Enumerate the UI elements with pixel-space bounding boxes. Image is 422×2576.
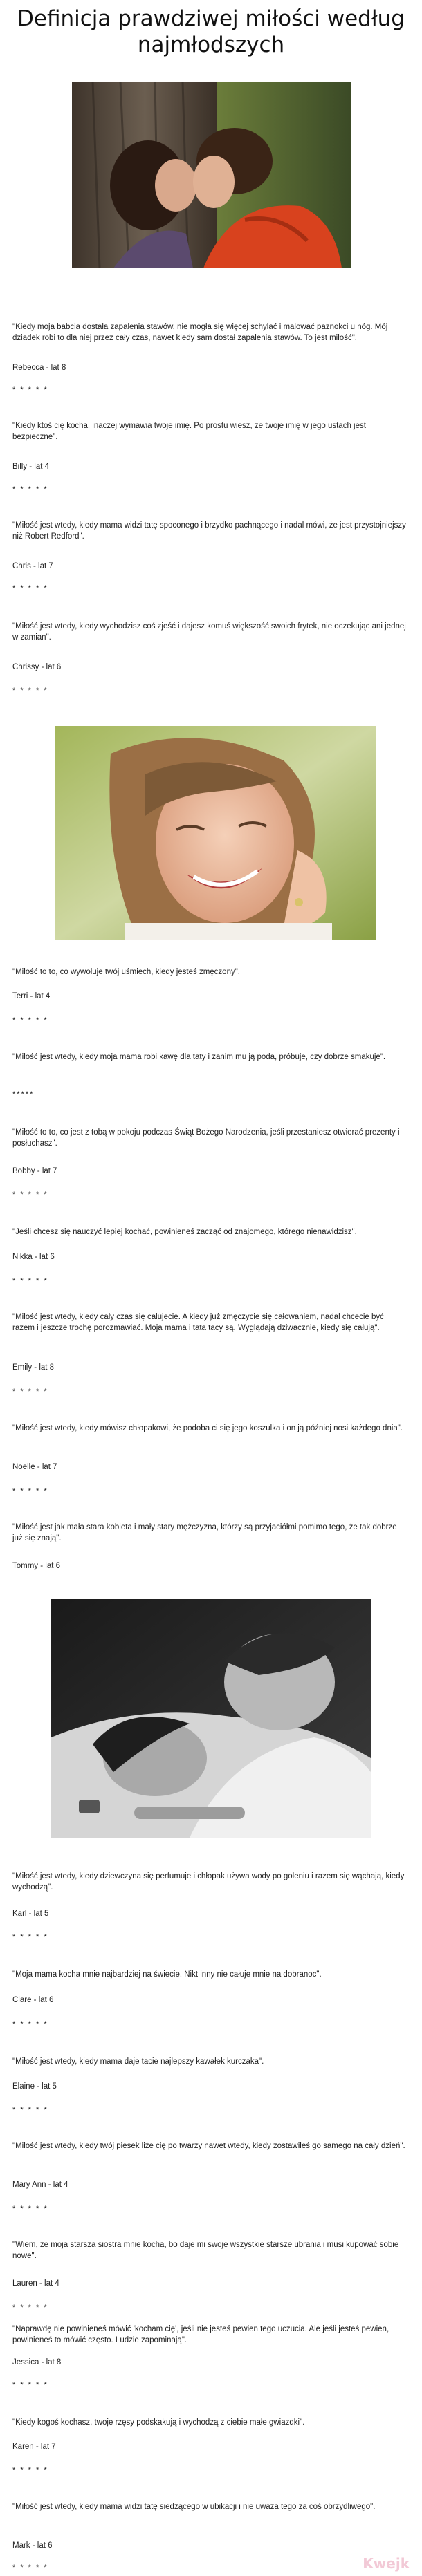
quote-author: Nikka - lat 6 [12, 1253, 55, 1261]
quote-author: Karen - lat 7 [12, 2443, 56, 2451]
separator-stars: * * * * * [12, 1388, 48, 1396]
quote-author: Elaine - lat 5 [12, 2082, 57, 2091]
quote-text: "Wiem, że moja starsza siostra mnie kocha, bo daje mi swoje wszystkie starsze ubrania i musi kupować sobie nowe". [12, 2241, 399, 2260]
separator-stars: * * * * * [12, 386, 48, 394]
separator-stars: * * * * * [12, 2381, 48, 2389]
quote-author: Mary Ann - lat 4 [12, 2181, 68, 2189]
separator-stars: * * * * * [12, 2466, 48, 2474]
quote-text: "Miłość jest jak mała stara kobieta i mały stary mężczyzna, którzy są przyjaciółmi pomimo tego, że tak dobrze już się znają". [12, 1523, 397, 1542]
watermark-logo: Kwejk [363, 2555, 410, 2572]
separator-stars: ***** [12, 1090, 35, 1099]
quote-text: "Miłość jest wtedy, kiedy mama widzi tatę siedzącego w ubikacji i nie uważa tego za coś obrzydliwego". [12, 2503, 376, 2511]
separator-stars: * * * * * [12, 2106, 48, 2114]
quote-text: "Kiedy kogoś kochasz, twoje rzęsy podskakują i wychodzą z ciebie małe gwiazdki". [12, 2418, 305, 2427]
separator-stars: * * * * * [12, 1277, 48, 1285]
separator-stars: * * * * * [12, 1933, 48, 1941]
quote-text: "Miłość jest wtedy, kiedy cały czas się całujecie. A kiedy już zmęczycie się całowaniem, nadal chcecie być razem i jeszcze trochę porozmawiać. Moja mama i tata tacy są. Wyglądają dziwacznie, kiedy się całują". [12, 1313, 384, 1332]
separator-stars: * * * * * [12, 485, 48, 494]
quote-text: "Miłość jest wtedy, kiedy dziewczyna się perfumuje i chłopak używa wody po goleniu i razem się wąchają, kiedy wychodzą". [12, 1872, 405, 1892]
quote-author: Karl - lat 5 [12, 1910, 49, 1918]
quote-text: "Jeśli chcesz się nauczyć lepiej kochać, powinieneś zacząć od znajomego, którego nienawidzisz". [12, 1228, 357, 1236]
quote-text: "Moja mama kocha mnie najbardziej na świecie. Nikt inny nie całuje mnie na dobranoc". [12, 1970, 322, 1979]
quote-author: Bobby - lat 7 [12, 1167, 57, 1175]
separator-stars: * * * * * [12, 2205, 48, 2213]
quote-author: Chrissy - lat 6 [12, 663, 62, 671]
quote-text: "Naprawdę nie powinieneś mówić 'kocham cię', jeśli nie jesteś pewien tego uczucia. Ale jeśli jesteś pewien, powinieneś to mówić często. Ludzie zapominają". [12, 2325, 389, 2344]
separator-stars: * * * * * [12, 1016, 48, 1025]
quote-author: Jessica - lat 8 [12, 2358, 62, 2367]
quote-author: Rebecca - lat 8 [12, 364, 66, 372]
quote-author: Terri - lat 4 [12, 992, 51, 1000]
separator-stars: * * * * * [12, 687, 48, 695]
quote-author: Emily - lat 8 [12, 1363, 55, 1372]
quote-author: Noelle - lat 7 [12, 1463, 57, 1471]
couple-kissing-photo [72, 82, 351, 268]
separator-stars: * * * * * [12, 2564, 48, 2572]
page-title: Definicja prawdziwej miłości według najmłodszych [17, 6, 405, 57]
quote-author: Billy - lat 4 [12, 463, 50, 471]
quote-text: "Miłość jest wtedy, kiedy wychodzisz coś zjeść i dajesz komuś większość swoich frytek, nie oczekując ani jednej w zamian". [12, 622, 406, 642]
separator-stars: * * * * * [12, 1191, 48, 1199]
quote-text: "Miłość jest wtedy, kiedy mama widzi tatę spoconego i brzydko pachnącego i nadal mówi, że jest przystojniejszy niż Robert Redford". [12, 521, 406, 541]
quote-text: "Miłość jest wtedy, kiedy moja mama robi kawę dla taty i zanim mu ją poda, próbuje, czy dobrze smakuje". [12, 1053, 386, 1061]
quote-author: Mark - lat 6 [12, 2541, 53, 2550]
quote-text: "Miłość jest wtedy, kiedy mama daje tacie najlepszy kawałek kurczaka". [12, 2057, 264, 2066]
quote-text: "Miłość to to, co jest z tobą w pokoju podczas Świąt Bożego Narodzenia, jeśli przestaniesz otwierać prezenty i posłuchasz". [12, 1128, 400, 1148]
quote-text: "Miłość jest wtedy, kiedy twój piesek liże cię po twarzy nawet wtedy, kiedy zostawiłeś go samego na cały dzień". [12, 2142, 405, 2150]
quote-text: "Miłość to to, co wywołuje twój uśmiech, kiedy jesteś zmęczony". [12, 968, 241, 976]
quote-author: Lauren - lat 4 [12, 2279, 59, 2288]
quote-text: "Miłość jest wtedy, kiedy mówisz chłopakowi, że podoba ci się jego koszulka i on ją później nosi każdego dnia". [12, 1424, 403, 1432]
sleeping-couple-photo [51, 1599, 371, 1838]
separator-stars: * * * * * [12, 2304, 48, 2312]
quote-author: Tommy - lat 6 [12, 1562, 61, 1570]
quote-author: Chris - lat 7 [12, 562, 53, 570]
separator-stars: * * * * * [12, 584, 48, 592]
quote-text: "Kiedy moja babcia dostała zapalenia stawów, nie mogła się więcej schylać i malować paznokci u nóg. Mój dziadek robi to dla niej przez cały czas, nawet kiedy sam dostał zapalenia stawów. To jest miłość". [12, 323, 388, 342]
separator-stars: * * * * * [12, 1487, 48, 1495]
separator-stars: * * * * * [12, 2020, 48, 2028]
quote-author: Clare - lat 6 [12, 1996, 54, 2004]
smiling-woman-photo [55, 726, 376, 940]
quote-text: "Kiedy ktoś cię kocha, inaczej wymawia twoje imię. Po prostu wiesz, że twoje imię w jego ustach jest bezpieczne". [12, 422, 366, 441]
